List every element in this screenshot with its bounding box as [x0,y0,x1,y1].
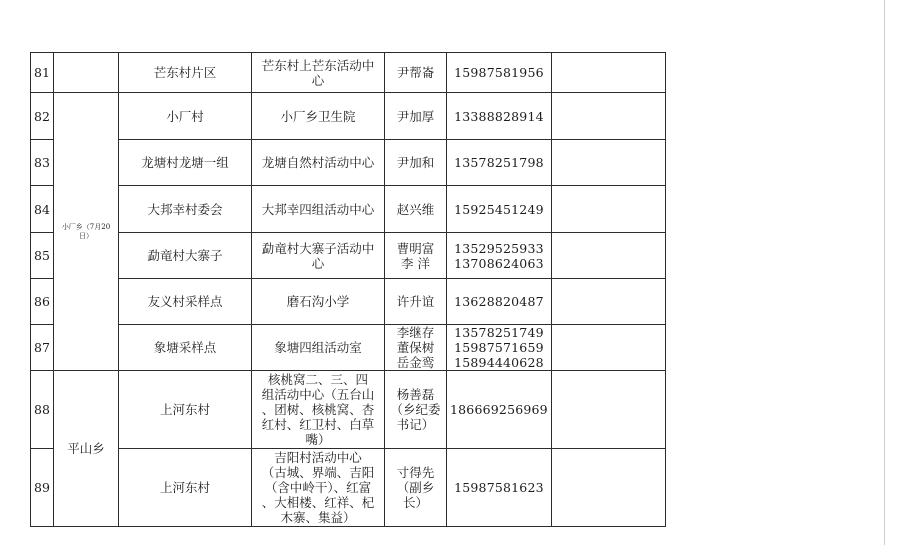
phone-cell-line: 13529525933 [454,240,544,256]
sampling-point-cell-line: 龙塘自然村活动中心 [261,155,375,170]
phone-cell-line: 15987571659 [454,340,544,355]
contact-person-cell-line: 尹加厚 [396,108,435,124]
sampling-point-cell-line: （含中岭干）、红富 [264,480,372,495]
town-cell-xiaochang: 小厂乡（7月20日） [54,93,119,371]
row-number: 82 [31,93,54,140]
note-cell [551,325,665,371]
sampling-point-cell-line: 木寨、集益） [280,510,356,525]
sampling-point-cell-line: 、大相楼、红祥、杞 [261,495,375,510]
sampling-point-cell-line: 心 [311,255,325,271]
village-cell: 勐竜村大寨子 [119,233,252,279]
contact-person-cell-line: 书记） [396,417,435,432]
contact-person-cell-line: （乡纪委 [390,402,441,417]
contact-person-cell-line: 尹帮崙 [396,65,435,80]
row-number: 83 [31,140,54,186]
sampling-point-cell [252,325,385,371]
sampling-point-cell [252,186,385,233]
contact-person-cell [385,449,447,527]
phone-cell-line: 15925451249 [454,201,544,217]
town-cell-pingshan: 平山乡 [54,371,119,527]
sampling-point-cell [252,279,385,325]
table-row [31,325,666,371]
sampling-point-cell-line: 小厂乡卫生院 [280,108,356,124]
contact-person-cell-line: 杨善磊 [396,387,435,402]
contact-person-cell-line: 董保树 [396,340,435,355]
table-row [31,140,666,186]
row-number: 86 [31,279,54,325]
table-row [31,371,666,449]
phone-cell-line: 15987581956 [454,65,544,80]
phone-cell [447,325,552,371]
phone-cell-line: 15894440628 [454,355,544,370]
note-cell [551,233,665,279]
note-cell [551,449,665,527]
sampling-point-cell-line: 芒东村上芒东活动中 [261,57,375,73]
sampling-point-cell [252,233,385,279]
sampling-point-cell [252,449,385,527]
table-row [31,93,666,140]
phone-cell [447,93,552,140]
contact-person-cell [385,140,447,186]
phone-cell [447,279,552,325]
sampling-point-cell-line: 、团树、核桃窝、杏 [261,402,375,417]
note-cell [551,93,665,140]
phone-cell-line: 186669256969 [450,402,548,417]
phone-cell-line: 15987581623 [454,480,544,495]
note-cell [551,186,665,233]
town-cell-empty [54,53,119,93]
contact-person-cell [385,233,447,279]
phone-cell [447,371,552,449]
phone-cell [447,233,552,279]
contact-person-cell-line: 寸得先 [396,465,435,480]
note-cell [551,140,665,186]
sampling-point-cell-line: （古城、界端、吉阳 [261,465,375,480]
table-row [31,279,666,325]
village-cell: 大邦幸村委会 [119,186,252,233]
row-number: 88 [31,371,54,449]
sampling-point-cell-line: 组活动中心（五台山 [261,387,375,402]
sampling-point-cell-line: 大邦幸四组活动中心 [261,201,375,217]
sampling-point-cell-line: 嘴） [305,432,331,447]
contact-person-cell-line: 李继存 [396,325,435,340]
phone-cell [447,186,552,233]
contact-person-cell-line: （副乡 [396,480,435,495]
row-number: 87 [31,325,54,371]
contact-person-cell-line: 许升谊 [396,294,435,309]
sampling-point-cell [252,371,385,449]
village-cell: 小厂村 [119,93,252,140]
note-cell [551,279,665,325]
phone-cell [447,140,552,186]
village-cell: 象塘采样点 [119,325,252,371]
sampling-point-cell-line: 吉阳村活动中心 [274,450,362,465]
village-cell: 芒东村片区 [119,53,252,93]
sampling-point-cell-line: 心 [311,72,325,88]
sampling-point-cell [252,93,385,140]
contact-person-cell-line: 李 洋 [401,255,430,271]
row-number: 89 [31,449,54,527]
row-number: 81 [31,53,54,93]
contact-person-cell [385,93,447,140]
sampling-point-cell-line: 象塘四组活动室 [274,340,362,355]
contact-person-cell-line: 岳金鸾 [396,355,435,370]
sampling-point-cell-line: 勐竜村大寨子活动中 [261,240,375,256]
note-cell [551,371,665,449]
table-row [31,186,666,233]
contact-person-cell [385,371,447,449]
contact-person-cell-line: 曹明富 [396,240,435,256]
phone-cell-line: 13578251798 [454,155,544,170]
note-cell [551,53,665,93]
contact-person-cell-line: 赵兴维 [396,201,435,217]
sampling-point-cell [252,140,385,186]
row-number: 85 [31,233,54,279]
phone-cell-line: 13388828914 [454,108,544,124]
phone-cell [447,53,552,93]
sampling-point-cell-line: 磨石沟小学 [286,294,350,309]
table-row [31,53,666,93]
village-cell: 上河东村 [119,371,252,449]
village-cell: 龙塘村龙塘一组 [119,140,252,186]
sampling-point-cell [252,53,385,93]
phone-cell [447,449,552,527]
table-row [31,449,666,527]
contact-person-cell [385,53,447,93]
phone-cell-line: 13578251749 [454,325,544,340]
sampling-points-table [30,52,666,527]
row-number: 84 [31,186,54,233]
phone-cell-line: 13628820487 [454,294,544,309]
contact-person-cell [385,279,447,325]
sampling-point-cell-line: 红村、红卫村、白草 [261,417,375,432]
village-cell: 友义村采样点 [119,279,252,325]
contact-person-cell-line: 尹加和 [396,155,435,170]
sampling-point-cell-line: 核桃窝二、三、四 [267,372,368,387]
contact-person-cell-line: 长） [402,495,428,510]
contact-person-cell [385,325,447,371]
contact-person-cell [385,186,447,233]
village-cell: 上河东村 [119,449,252,527]
phone-cell-line: 13708624063 [454,255,544,271]
page-edge-line [884,0,885,545]
table-row [31,233,666,279]
